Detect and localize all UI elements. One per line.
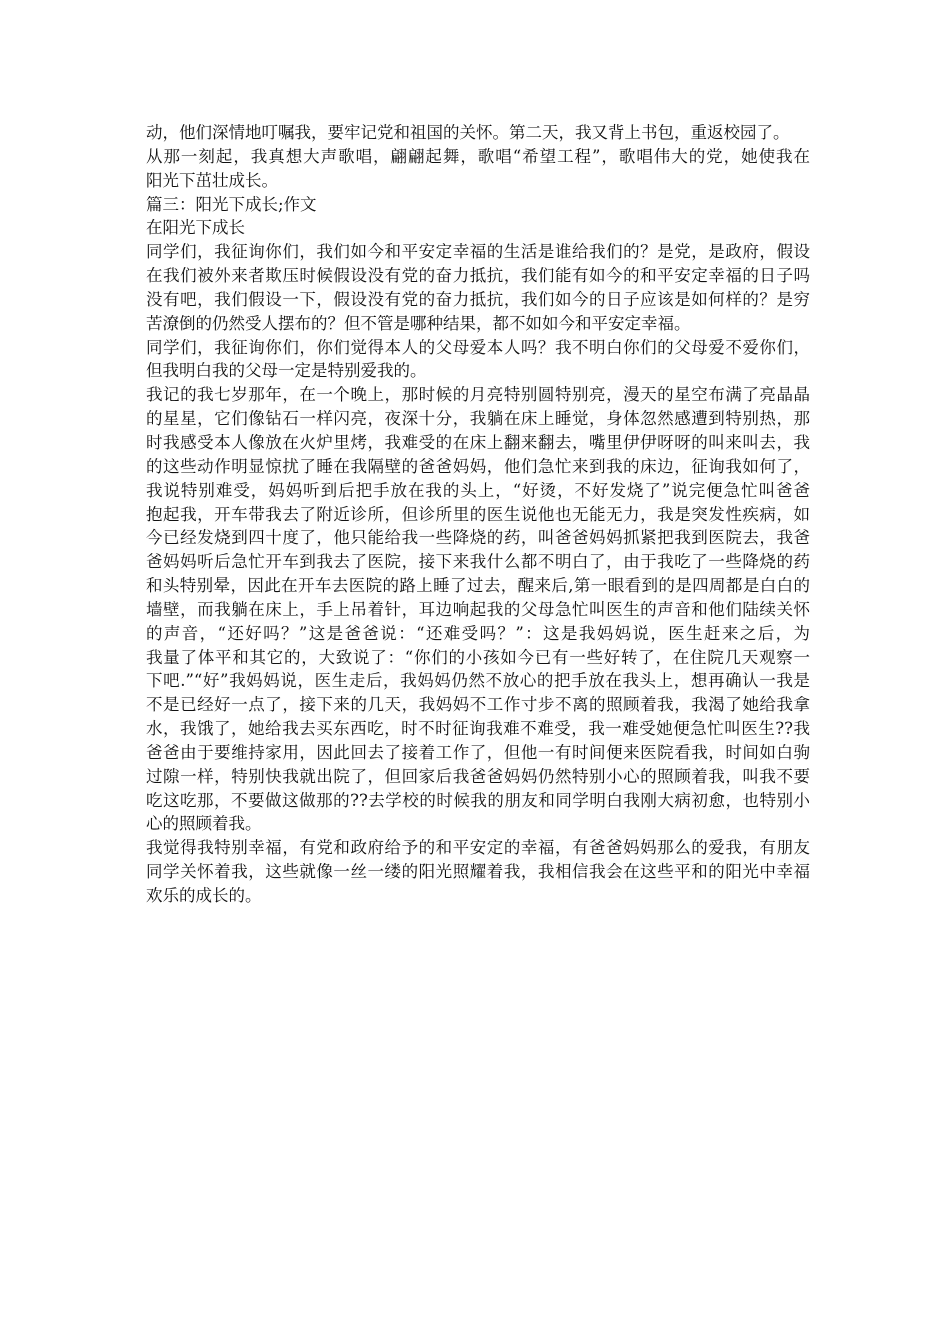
text-line: 在阳光下成长 bbox=[146, 218, 245, 238]
text-line: 我说特别难受，妈妈听到后把手放在我的头上，“好烫，不好发烧了”说完便急忙叫爸爸 bbox=[146, 480, 810, 500]
text-line: 水，我饿了，她给我去买东西吃，时不时征询我难不难受，我一难受她便急忙叫医生??我 bbox=[146, 719, 810, 739]
text-line: 我觉得我特别幸福，有党和政府给予的和平安定的幸福，有爸爸妈妈那么的爱我，有朋友 bbox=[146, 838, 810, 858]
text-line: 下吧.”“好”我妈妈说，医生走后，我妈妈仍然不放心的把手放在我头上，想再确认一我是 bbox=[146, 671, 810, 691]
text-line: 我量了体平和其它的，大致说了：“你们的小孩如今已有一些好转了，在住院几天观察一 bbox=[146, 647, 810, 667]
text-line: 和头特别晕，因此在开车去医院的路上睡了过去，醒来后,第一眼看到的是四周都是白白的 bbox=[146, 576, 810, 596]
text-line: 篇三：阳光下成长;作文 bbox=[146, 194, 317, 214]
text-line: 欢乐的成长的。 bbox=[146, 886, 262, 905]
text-line: 的声音，“还好吗？”这是爸爸说：“还难受吗？”：这是我妈妈说，医生赶来之后，为 bbox=[146, 623, 810, 643]
text-line: 我记的我七岁那年，在一个晚上，那时候的月亮特别圆特别亮，漫天的星空布满了亮晶晶 bbox=[146, 385, 810, 405]
text-line: 苦潦倒的仍然受人摆布的？但不管是哪种结果，都不如如今和平安定幸福。 bbox=[146, 313, 691, 333]
text-line: 爸爸由于要维持家用，因此回去了接着工作了，但他一有时间便来医院看我，时间如白驹 bbox=[146, 742, 810, 762]
text-line: 心的照顾着我。 bbox=[146, 814, 262, 834]
text-line: 爸妈妈听后急忙开车到我去了医院，接下来我什么都不明白了，由于我吃了一些降烧的药 bbox=[146, 552, 810, 572]
text-line: 从那一刻起，我真想大声歌唱，翩翩起舞，歌唱“希望工程”，歌唱伟大的党，她使我在 bbox=[146, 146, 810, 166]
text-line: 吃这吃那，不要做这做那的??去学校的时候我的朋友和同学明白我刚大病初愈，也特别小 bbox=[146, 790, 810, 810]
text-line: 的这些动作明显惊扰了睡在我隔壁的爸爸妈妈，他们急忙来到我的床边，征询我如何了， bbox=[146, 456, 810, 476]
text-line: 今已经发烧到四十度了，他只能给我一些降烧的药，叫爸爸妈妈抓紧把我到医院去，我爸 bbox=[146, 528, 810, 548]
text-line: 同学们，我征询你们，你们觉得本人的父母爱本人吗？我不明白你们的父母爱不爱你们， bbox=[146, 337, 810, 357]
text-line: 阳光下茁壮成长。 bbox=[146, 170, 278, 190]
text-line: 同学们，我征询你们，我们如今和平安定幸福的生活是谁给我们的？是党，是政府，假设 bbox=[146, 242, 810, 262]
text-line: 的星星，它们像钻石一样闪亮，夜深十分，我躺在床上睡觉，身体忽然感遭到特别热，那 bbox=[146, 409, 810, 429]
text-line: 没有吧，我们假设一下，假设没有党的奋力抵抗，我们如今的日子应该是如何样的？是穷 bbox=[146, 289, 810, 309]
text-line: 过隙一样，特别快我就出院了，但回家后我爸爸妈妈仍然特别小心的照顾着我，叫我不要 bbox=[146, 766, 810, 786]
text-line: 不是已经好一点了，接下来的几天，我妈妈不工作寸步不离的照顾着我，我渴了她给我拿 bbox=[146, 695, 810, 715]
text-line: 但我明白我的父母一定是特别爱我的。 bbox=[146, 361, 427, 381]
text-line: 墙壁，而我躺在床上，手上吊着针，耳边响起我的父母急忙叫医生的声音和他们陆续关怀 bbox=[146, 599, 810, 619]
text-line: 时我感受本人像放在火炉里烤，我难受的在床上翻来翻去，嘴里伊伊呀呀的叫来叫去，我 bbox=[146, 432, 810, 452]
text-line: 同学关怀着我，这些就像一丝一缕的阳光照耀着我，我相信我会在这些平和的阳光中幸福 bbox=[146, 862, 810, 882]
text-line: 动，他们深情地叮嘱我，要牢记党和祖国的关怀。第二天，我又背上书包，重返校园了。 bbox=[146, 123, 790, 142]
document-body bbox=[146, 121, 810, 908]
text-line: 抱起我，开车带我去了附近诊所，但诊所里的医生说他也无能无力，我是突发性疾病，如 bbox=[146, 504, 810, 524]
text-line: 在我们被外来者欺压时候假设没有党的奋力抵抗，我们能有如今的和平安定幸福的日子吗 bbox=[146, 266, 810, 286]
